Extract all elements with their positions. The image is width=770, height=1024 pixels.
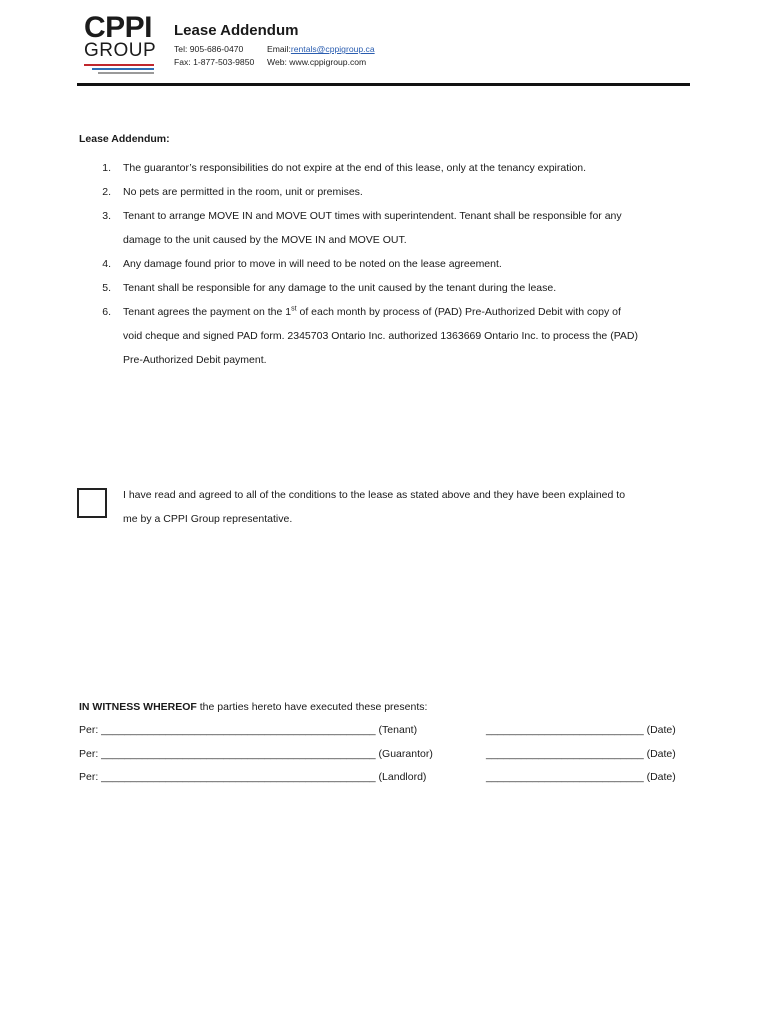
addendum-heading: Lease Addendum:: [79, 133, 170, 145]
list-item: [79, 204, 699, 252]
page-title: Lease Addendum: [174, 22, 299, 39]
date-line[interactable]: ___________________________ (Date): [486, 771, 676, 783]
addendum-list: [79, 156, 699, 372]
tel-text: Tel: 905-686-0470: [174, 44, 244, 54]
list-item: [79, 252, 699, 276]
signature-line[interactable]: Per: _______________________________________________ (Guarantor): [79, 748, 433, 760]
list-item: [79, 156, 699, 180]
web-text: Web: www.cppigroup.com: [267, 56, 367, 67]
date-line[interactable]: ___________________________ (Date): [486, 748, 676, 760]
signature-row-guarantor: [79, 748, 699, 760]
item-number: 2.: [102, 186, 111, 198]
signature-row-landlord: [79, 771, 699, 783]
list-item: [79, 300, 699, 372]
item-number: 5.: [102, 282, 111, 294]
email-label: Email:: [267, 44, 291, 54]
logo-red-bar: [84, 64, 154, 66]
logo-group-text: GROUP: [84, 40, 157, 61]
list-item: [79, 276, 699, 300]
agreement-checkbox[interactable]: [77, 488, 107, 518]
witness-statement: IN WITNESS WHEREOF the parties hereto have executed these presents:: [79, 701, 428, 713]
item-number: 4.: [102, 258, 111, 270]
signature-row-tenant: [79, 724, 699, 736]
item-text: damage to the unit caused by the MOVE IN and MOVE OUT.: [123, 234, 407, 246]
item-number: 1.: [102, 162, 111, 174]
list-item: [79, 180, 699, 204]
item-text: void cheque and signed PAD form. 2345703 Ontario Inc. authorized 1363669 Ontario Inc. to process the (PAD): [123, 330, 638, 342]
signature-line[interactable]: Per: _______________________________________________ (Tenant): [79, 724, 418, 736]
item-text: Pre-Authorized Debit payment.: [123, 354, 267, 366]
item-text: Tenant to arrange MOVE IN and MOVE OUT times with superintendent. Tenant shall be responsible for any: [123, 210, 622, 222]
item-text: Tenant agrees the payment on the 1st of each month by process of (PAD) Pre-Authorized Debit with copy of: [123, 305, 621, 318]
item-text: Tenant shall be responsible for any damage to the unit caused by the tenant during the lease.: [123, 282, 557, 294]
fax-text: Fax: 1-877-503-9850: [174, 56, 255, 67]
logo-gray-bar: [98, 72, 154, 74]
signature-line[interactable]: Per: _______________________________________________ (Landlord): [79, 771, 427, 783]
logo-cppi-text: CPPI: [84, 11, 153, 44]
email-link[interactable]: rentals@cppigroup.ca: [290, 44, 375, 54]
item-text: No pets are permitted in the room, unit or premises.: [123, 186, 363, 198]
item-text: Any damage found prior to move in will need to be noted on the lease agreement.: [123, 258, 502, 270]
item-text: The guarantor’s responsibilities do not expire at the end of this lease, only at the tenancy expiration.: [123, 162, 587, 174]
logo-blue-bar: [92, 68, 154, 70]
item-number: 3.: [102, 210, 111, 222]
date-line[interactable]: ___________________________ (Date): [486, 724, 676, 736]
item-number: 6.: [102, 306, 111, 318]
contact-info: [174, 43, 375, 68]
header-divider: [77, 83, 690, 86]
agreement-text: I have read and agreed to all of the conditions to the lease as stated above and they have been explained to me by a CPPI Group representative.: [123, 489, 626, 525]
company-logo: [84, 11, 158, 70]
